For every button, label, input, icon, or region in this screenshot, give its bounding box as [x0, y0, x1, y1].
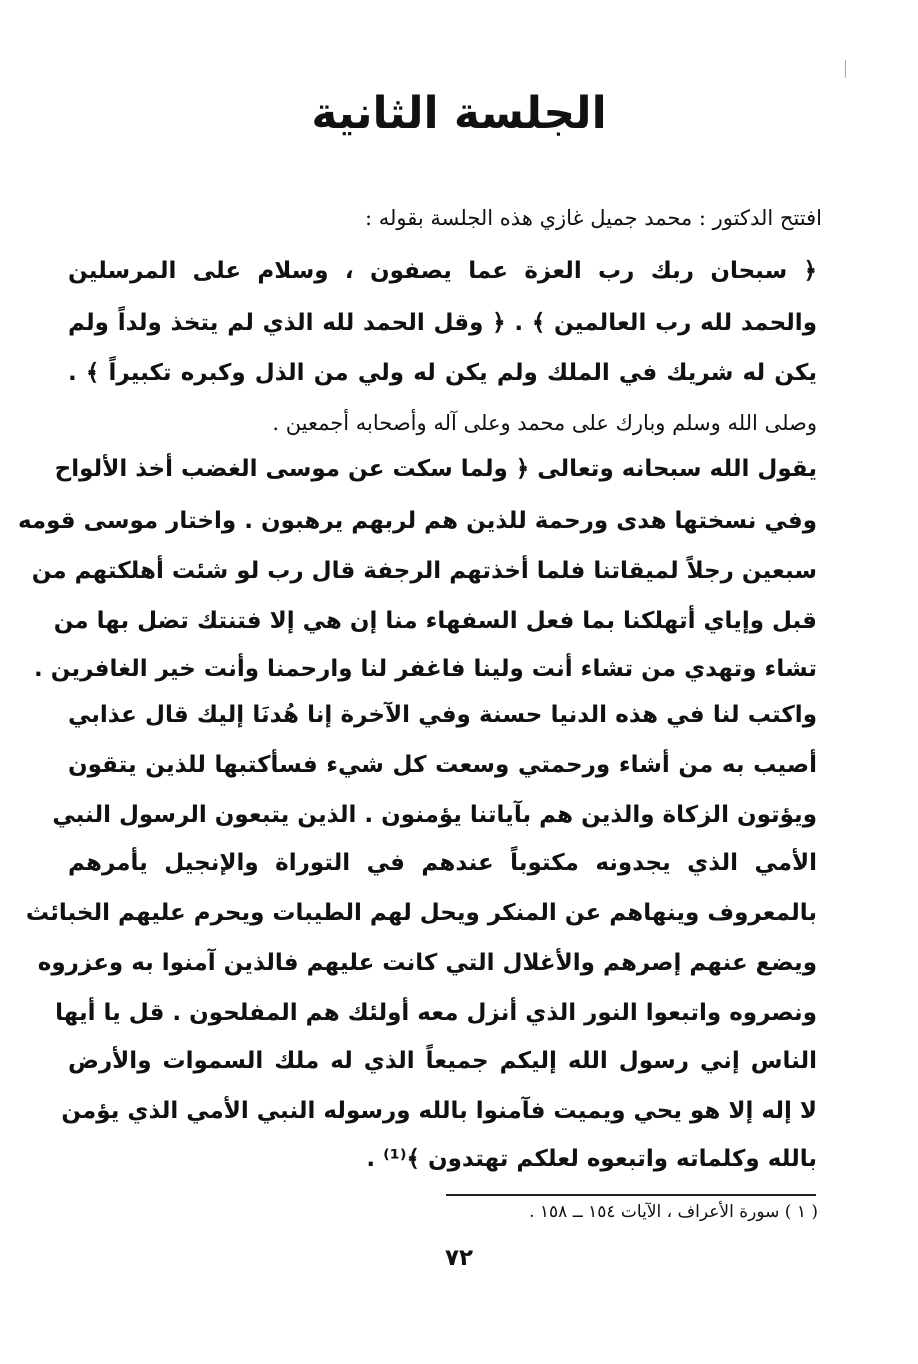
- text-line: والحمد لله رب العالمين ﴾ . ﴿ وقل الحمد لله الذي لم يتخذ ولداً ولم: [68, 310, 817, 336]
- footnote-divider: [446, 1194, 816, 1196]
- text-line: يقول الله سبحانه وتعالى ﴿ ولما سكت عن موسى الغضب أخذ الألواح: [54, 456, 817, 482]
- page-title: الجلسة الثانية: [311, 88, 607, 139]
- text-line: ونصروه واتبعوا النور الذي أنزل معه أولئك هم المفلحون . قل يا أيها: [55, 1000, 817, 1026]
- intro-line: افتتح الدكتور : محمد جميل غازي هذه الجلسة بقوله :: [364, 206, 822, 230]
- text-line: لا إله إلا هو يحي ويميت فآمنوا بالله ورسوله النبي الأمي الذي يؤمن: [61, 1098, 817, 1124]
- text-line: ويضع عنهم إصرهم والأغلال التي كانت عليهم فالذين آمنوا به وعزروه: [37, 950, 817, 976]
- text-line: أصيب به من أشاء ورحمتي وسعت كل شيء فسأكتبها للذين يتقون: [68, 752, 817, 778]
- text-line: ويؤتون الزكاة والذين هم بآياتنا يؤمنون . الذين يتبعون الرسول النبي: [52, 802, 817, 828]
- text-line: سبعين رجلاً لميقاتنا فلما أخذتهم الرجفة قال رب لو شئت أهلكتهم من: [31, 558, 817, 584]
- text-line: الناس إني رسول الله إليكم جميعاً الذي له ملك السموات والأرض: [68, 1048, 817, 1074]
- text-line: بالله وكلماته واتبعوه لعلكم تهتدون ﴾⁽¹⁾ .: [366, 1146, 817, 1172]
- text-line: بالمعروف وينهاهم عن المنكر ويحل لهم الطيبات ويحرم عليهم الخبائث: [25, 900, 817, 926]
- text-line: واكتب لنا في هذه الدنيا حسنة وفي الآخرة إنا هُدنَا إليك قال عذابي: [68, 702, 817, 728]
- text-line: وصلى الله وسلم وبارك على محمد وعلى آله وأصحابه أجمعين .: [272, 411, 817, 435]
- footnote: ( ١ ) سورة الأعراف ، الآيات ١٥٤ ــ ١٥٨ .: [529, 1202, 818, 1222]
- page-number: ٧٢: [444, 1245, 474, 1271]
- text-line: تشاء وتهدي من تشاء أنت ولينا فاغفر لنا وارحمنا وأنت خير الغافرين .: [34, 656, 817, 682]
- text-line: وفي نسختها هدى ورحمة للذين هم لربهم يرهبون . واختار موسى قومه: [17, 508, 817, 534]
- text-line: قبل وإياي أتهلكنا بما فعل السفهاء منا إن هي إلا فتنتك تضل بها من: [53, 608, 817, 634]
- margin-mark: [845, 60, 846, 78]
- text-line: يكن له شريك في الملك ولم يكن له ولي من الذل وكبره تكبيراً ﴾ .: [68, 360, 817, 386]
- text-line: ﴿ سبحان ربك رب العزة عما يصفون ، وسلام على المرسلين: [68, 258, 817, 284]
- text-line: الأمي الذي يجدونه مكتوباً عندهم في التوراة والإنجيل يأمرهم: [68, 850, 817, 876]
